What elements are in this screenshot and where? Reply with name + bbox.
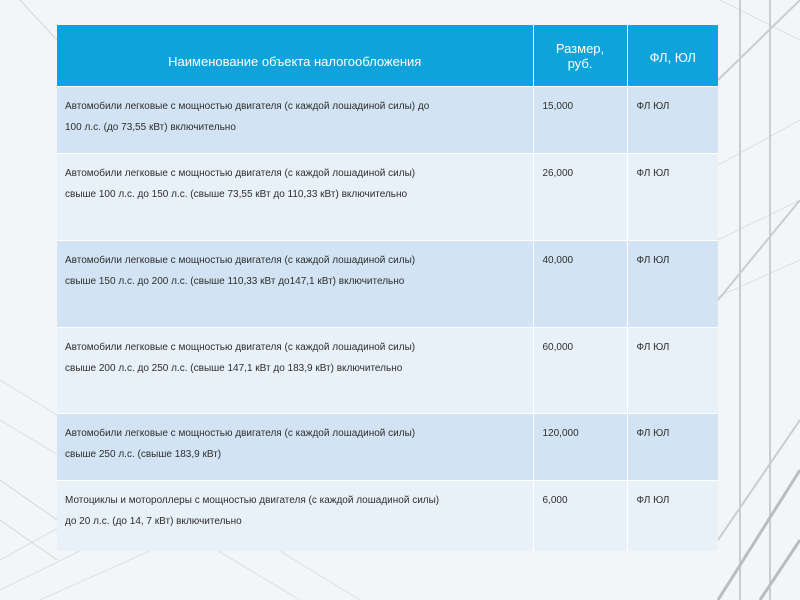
header-payer: ФЛ, ЮЛ	[627, 25, 718, 87]
row-text-line1: Мотоциклы и мотороллеры с мощностью двигателя (с каждой лошадиной силы)	[65, 495, 440, 506]
header-size-line1: Размер,	[555, 40, 605, 56]
row-text-line2: свыше 200 л.с. до 250 л.с. (свыше 147,1 кВт до 183,9 кВт) включительно	[65, 363, 403, 374]
row-text-line2: 100 л.с. (до 73,55 кВт) включительно	[65, 122, 236, 133]
row-text-line2: свыше 100 л.с. до 150 л.с. (свыше 73,55 кВт до 110,33 кВт) включительно	[65, 189, 408, 200]
row-text-line1: Автомобили легковые с мощностью двигателя (с каждой лошадиной силы) до	[65, 101, 430, 112]
table-row	[57, 481, 718, 551]
row-object-name	[57, 414, 533, 481]
row-size: 120,000	[533, 414, 627, 481]
row-payer: ФЛ ЮЛ	[627, 154, 718, 241]
table-row	[57, 154, 718, 241]
row-size: 15,000	[533, 87, 627, 154]
table-header-row	[57, 25, 718, 87]
table-row	[57, 328, 718, 414]
row-payer: ФЛ ЮЛ	[627, 328, 718, 414]
row-object-name	[57, 481, 533, 551]
row-size: 40,000	[533, 241, 627, 328]
row-payer: ФЛ ЮЛ	[627, 87, 718, 154]
header-size	[533, 25, 627, 87]
row-text-line2: до 20 л.с. (до 14, 7 кВт) включительно	[65, 516, 242, 527]
table-row	[57, 241, 718, 328]
row-object-name	[57, 328, 533, 414]
table-row	[57, 87, 718, 154]
row-text-line1: Автомобили легковые с мощностью двигателя (с каждой лошадиной силы)	[65, 342, 416, 353]
row-payer: ФЛ ЮЛ	[627, 481, 718, 551]
table-row	[57, 414, 718, 481]
row-text-line1: Автомобили легковые с мощностью двигателя (с каждой лошадиной силы)	[65, 255, 416, 266]
row-text-line1: Автомобили легковые с мощностью двигателя (с каждой лошадиной силы)	[65, 168, 416, 179]
row-payer: ФЛ ЮЛ	[627, 414, 718, 481]
row-size: 26,000	[533, 154, 627, 241]
tax-rates-table	[57, 25, 718, 551]
row-text-line2: свыше 250 л.с. (свыше 183,9 кВт)	[65, 449, 222, 460]
row-size: 60,000	[533, 328, 627, 414]
header-object-name: Наименование объекта налогообложения	[57, 25, 533, 87]
header-size-line2: руб.	[567, 55, 593, 71]
row-object-name	[57, 241, 533, 328]
row-payer: ФЛ ЮЛ	[627, 241, 718, 328]
row-size: 6,000	[533, 481, 627, 551]
row-text-line2: свыше 150 л.с. до 200 л.с. (свыше 110,33 кВт до147,1 кВт) включительно	[65, 276, 405, 287]
row-object-name	[57, 154, 533, 241]
row-object-name	[57, 87, 533, 154]
row-text-line1: Автомобили легковые с мощностью двигателя (с каждой лошадиной силы)	[65, 428, 416, 439]
